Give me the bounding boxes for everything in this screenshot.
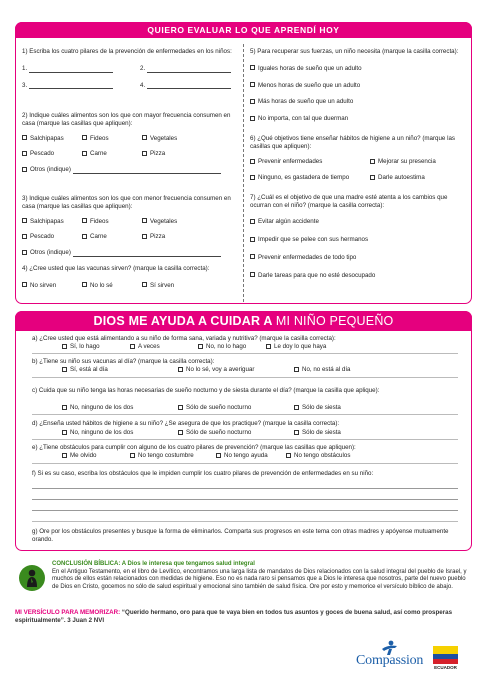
question-2 — [22, 112, 237, 184]
checkbox-option[interactable]: Pizza — [142, 150, 165, 158]
checkbox-option[interactable]: Prevenir enfermedades — [250, 158, 370, 166]
divider — [32, 353, 458, 354]
checkbox-option[interactable]: Sólo de sueño nocturno — [178, 404, 294, 412]
checkbox-option[interactable]: Otros (indique) — [22, 249, 237, 257]
answer-line[interactable] — [32, 488, 458, 489]
verse-label: MI VERSÍCULO PARA MEMORIZAR: — [15, 609, 121, 616]
question-e-text: e) ¿Tiene obstáculos para cumplir con alguno de los cuatro pilares de prevención? (marque las casillas que apliquen): — [32, 444, 356, 451]
question-g-text: g) Ore por los obstáculos presentes y busque la forma de eliminarlos. Comparta sus progresos en este tema con otras madres y apóyense mutuamente orando. — [32, 528, 449, 543]
compassion-logo — [350, 640, 430, 668]
conclusion-title: CONCLUSIÓN BÍBLICA: A Dios le interesa que tengamos salud integral — [52, 561, 255, 567]
question-4-text: 4) ¿Cree usted que las vacunas sirven? (marque la casilla correcta): — [22, 265, 210, 272]
checkbox-option[interactable]: Pescado — [22, 150, 82, 158]
checkbox-option[interactable]: Me olvido — [62, 452, 130, 460]
pillar-3-field[interactable] — [29, 82, 113, 89]
pillar-4-field[interactable] — [147, 82, 231, 89]
checkbox-option[interactable]: Vegetales — [142, 135, 177, 143]
left-column — [22, 48, 237, 290]
checkbox-option[interactable]: No tengo ayuda — [216, 452, 286, 460]
checkbox-option[interactable]: No lo sé, voy a averiguar — [178, 366, 294, 374]
answer-line[interactable] — [32, 499, 458, 500]
question-7-text: 7) ¿Cuál es el objetivo de que una madre esté atenta a los cambios que ocurran con el niño? (marque la casilla correcta): — [250, 193, 448, 209]
question-c-text: c) Cuida que su niño tenga las horas necesarias de sueño nocturno y de siesta durante el día? (marque la casilla que aplique): — [32, 387, 380, 394]
checkbox-option[interactable]: No tengo costumbre — [130, 452, 216, 460]
pillar-2-field[interactable] — [147, 66, 231, 73]
checkbox-option[interactable]: Carne — [82, 150, 142, 158]
care-title: DIOS ME AYUDA A CUIDAR A MI NIÑO PEQUEÑO — [15, 311, 472, 331]
checkbox-option[interactable]: Carne — [82, 233, 142, 241]
pillar-1-field[interactable] — [29, 66, 113, 73]
pillar-3-label: 3. — [22, 81, 28, 89]
checkbox-option[interactable]: No importa, con tal que duerman — [250, 115, 468, 123]
logo-text: Compassion — [356, 653, 424, 668]
checkbox-option[interactable]: Ninguno, es gastadera de tiempo — [250, 174, 370, 182]
pillar-4-label: 4. — [140, 81, 146, 89]
checkbox-option[interactable]: Salchipapas — [22, 218, 82, 226]
question-4 — [22, 265, 237, 290]
right-column — [250, 48, 468, 279]
ecuador-flag — [433, 646, 458, 670]
question-5-text: 5) Para recuperar sus fuerzas, un niño necesita (marque la casilla correcta): — [250, 48, 459, 55]
question-f-text: f) Si es su caso, escriba los obstáculos que le impiden cumplir los cuatro pilares de prevención de enfermedades en su niño: — [32, 470, 374, 477]
question-6 — [250, 135, 468, 182]
checkbox-option[interactable]: A veces — [130, 343, 198, 351]
checkbox-option[interactable]: Sí, está al día — [62, 366, 178, 374]
divider — [32, 377, 458, 378]
checkbox-option[interactable]: Prevenir enfermedades de todo tipo — [250, 254, 468, 262]
checkbox-option[interactable]: No, no lo hago — [198, 343, 266, 351]
conclusion-text: En el Antiguo Testamento, en el libro de Levítico, encontramos una larga lista de mandatos de Dios relacionados con la salud integral del pueblo de Israel, y muchos de ellos están relacionados con medidas de higiene. Eso no es nada raro si pensamos que a Dios le interesa que nosotros, parte del nuevo pueblo de Dios en Cristo, gocemos no sólo de salud espiritual y emocional sino también de salud física. Ore por esto y memorice el versículo bíblico de abajo. — [52, 568, 467, 590]
bible-conclusion — [52, 561, 472, 591]
checkbox-option[interactable]: Sí, lo hago — [62, 343, 130, 351]
checkbox-option[interactable]: Sí sirven — [142, 282, 174, 290]
question-1-text: 1) Escriba los cuatro pilares de la prevención de enfermedades en los niños: — [22, 48, 232, 55]
checkbox-option[interactable]: Evitar algún accidente — [250, 218, 468, 226]
divider — [32, 439, 458, 440]
checkbox-option[interactable]: Pescado — [22, 233, 82, 241]
question-a-text: a) ¿Cree usted que está alimentando a su niño de forma sana, variada y nutritiva? (marque la casilla correcta): — [32, 335, 336, 342]
checkbox-option[interactable]: Pizza — [142, 233, 165, 241]
checkbox-option[interactable]: No, ninguno de los dos — [62, 404, 178, 412]
checkbox-option[interactable]: Impedir que se pelee con sus hermanos — [250, 236, 468, 244]
question-3-text: 3) Indique cuáles alimentos son los que con menor frecuencia consumen en casa (marque las casillas que apliquen): — [22, 195, 231, 210]
checkbox-option[interactable]: No sirven — [22, 282, 82, 290]
divider — [32, 521, 458, 522]
checkbox-option[interactable]: Darle autoestima — [370, 174, 425, 182]
question-7 — [250, 194, 468, 280]
question-3 — [22, 195, 237, 267]
checkbox-option[interactable]: Sólo de sueño nocturno — [178, 429, 294, 437]
checkbox-option[interactable]: Sólo de siesta — [294, 429, 341, 437]
praying-person-icon — [19, 565, 45, 591]
divider — [32, 414, 458, 415]
checkbox-option[interactable]: Le doy lo que haya — [266, 343, 326, 351]
column-divider — [243, 44, 244, 302]
checkbox-option[interactable]: Más horas de sueño que un adulto — [250, 98, 468, 106]
answer-line[interactable] — [32, 510, 458, 511]
question-b-text: b) ¿Tiene su niño sus vacunas al día? (marque la casilla correcta): — [32, 358, 215, 365]
country-label: ECUADOR — [434, 665, 457, 670]
checkbox-option[interactable]: Mejorar su presencia — [370, 158, 436, 166]
question-2-text: 2) Indique cuáles alimentos son los que con mayor frecuencia consumen en casa (marque las casillas que apliquen): — [22, 112, 231, 127]
checkbox-option[interactable]: Salchipapas — [22, 135, 82, 143]
pillar-2-label: 2. — [140, 64, 146, 72]
question-6-text: 6) ¿Qué objetivos tiene enseñar hábitos de higiene a un niño? (marque las casillas que apliquen): — [250, 134, 456, 150]
question-5 — [250, 48, 468, 123]
pillar-1-label: 1. — [22, 64, 28, 72]
divider — [32, 463, 458, 464]
checkbox-option[interactable]: Vegetales — [142, 218, 177, 226]
checkbox-option[interactable]: No tengo obstáculos — [286, 452, 350, 460]
checkbox-option[interactable]: Iguales horas de sueño que un adulto — [250, 65, 468, 73]
evaluation-title: QUIERO EVALUAR LO QUE APRENDÍ HOY — [15, 22, 472, 38]
verse-text: “Querido hermano, oro para que te vaya bien en todos tus asuntos y goces de buena salud, así como prosperas espiritualmente”. 3 Juan 2 NVI — [15, 609, 453, 625]
question-1 — [22, 48, 237, 98]
checkbox-option[interactable]: No lo sé — [82, 282, 142, 290]
checkbox-option[interactable]: No, no está al día — [294, 366, 351, 374]
checkbox-option[interactable]: Fideos — [82, 135, 142, 143]
memory-verse — [15, 609, 472, 625]
checkbox-option[interactable]: No, ninguno de los dos — [62, 429, 178, 437]
checkbox-option[interactable]: Otros (indique) — [22, 166, 237, 174]
question-d-text: d) ¿Enseña usted hábitos de higiene a su niño? ¿Se asegura de que los practique? (marque la casilla correcta): — [32, 420, 340, 427]
checkbox-option[interactable]: Darle tareas para que no esté desocupado — [250, 272, 468, 280]
checkbox-option[interactable]: Sólo de siesta — [294, 404, 341, 412]
checkbox-option[interactable]: Menos horas de sueño que un adulto — [250, 82, 468, 90]
checkbox-option[interactable]: Fideos — [82, 218, 142, 226]
